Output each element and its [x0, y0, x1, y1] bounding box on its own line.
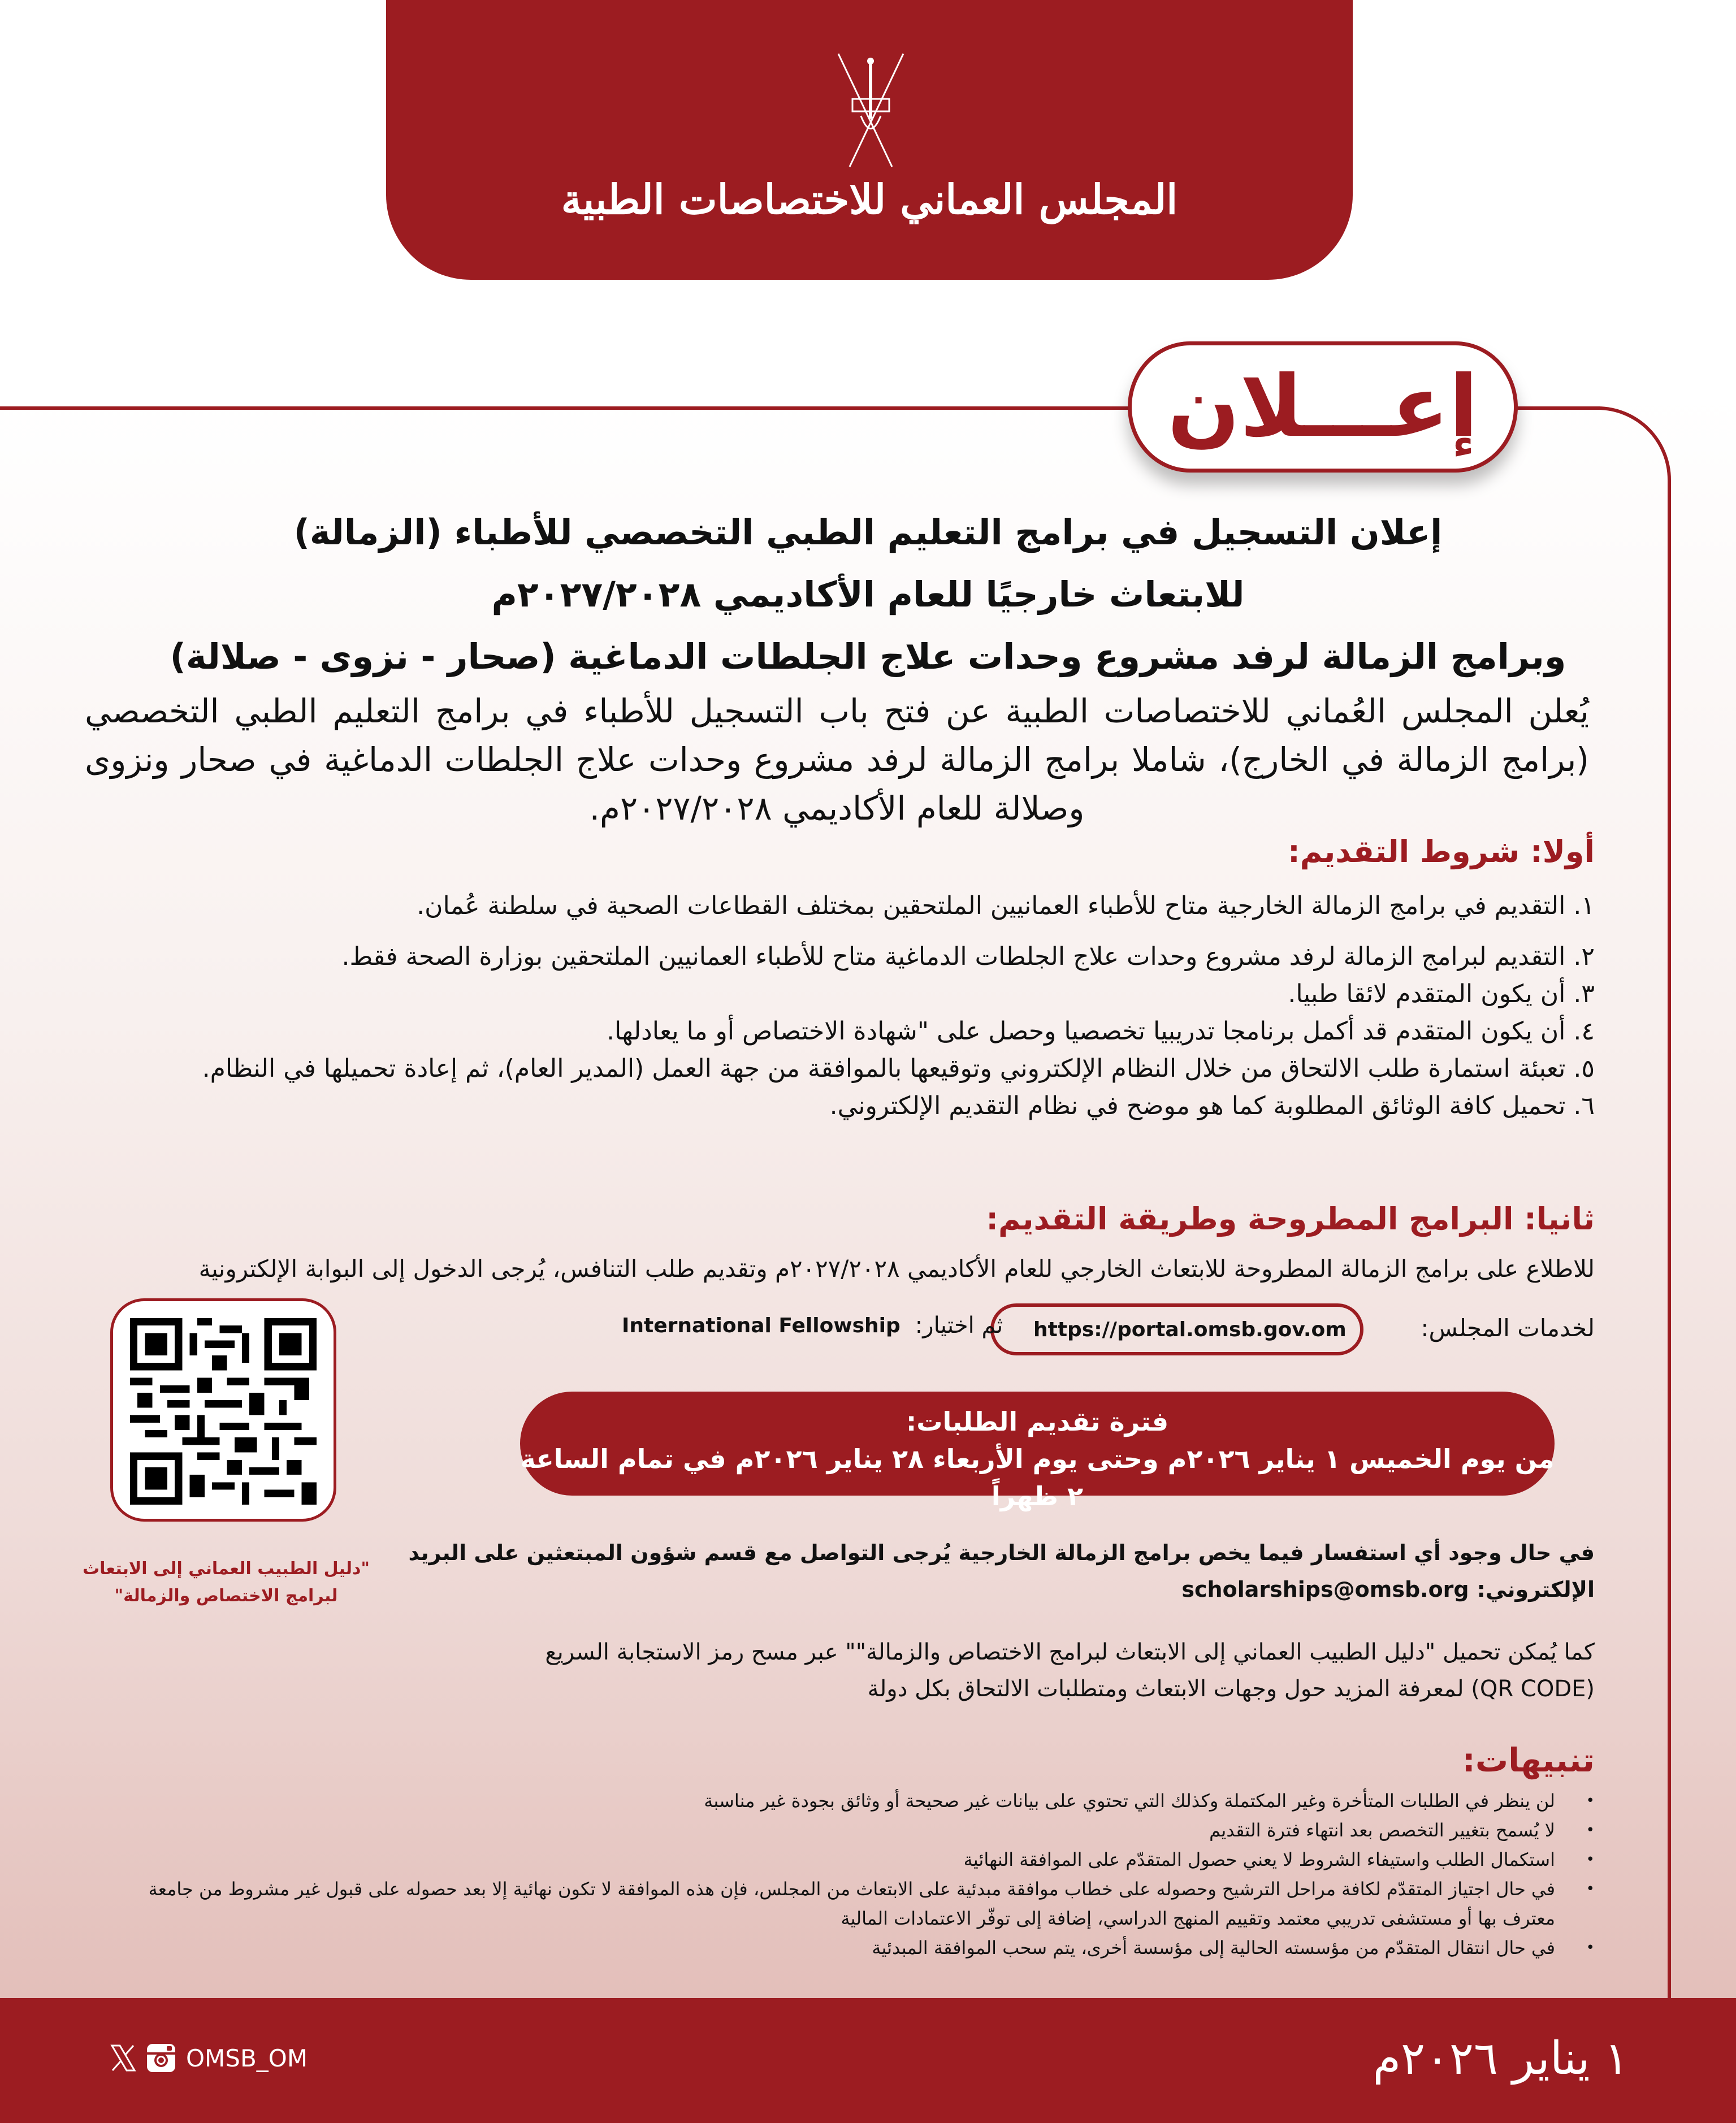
conditions-list [113, 882, 1595, 1125]
frame-right-line [1668, 480, 1671, 2001]
condition-item: ٣. أن يكون المتقدم لائقا طبيا. [1288, 980, 1595, 1008]
condition-item: ٤. أن يكون المتقدم قد أكمل برنامجا تدريبيا تخصصيا وحصل على "شهادة الاختصاص أو ما يعادلها. [607, 1017, 1595, 1046]
title-line-2: للابتعاث خارجيًا للعام الأكاديمي ٢٠٢٧/٢٠٢٨م [491, 574, 1245, 615]
programs-text: للاطلاع على برامج الزمالة المطروحة للابتعاث الخارجي للعام الأكاديمي ٢٠٢٧/٢٠٢٨م وتقديم طلب التنافس، يُرجى الدخول إلى البوابة الإلكترونية [198, 1255, 1595, 1283]
guide-line-1: كما يُمكن تحميل "دليل الطبيب العماني إلى الابتعاث لبرامج الاختصاص والزمالة"" عبر مسح رمز الاستجابة السريع [545, 1639, 1595, 1665]
section-heading-notes: تنبيهات: [1462, 1741, 1595, 1779]
portal-url[interactable]: https://portal.omsb.gov.om [1033, 1318, 1347, 1341]
qr-code[interactable] [130, 1318, 317, 1505]
footer-bar [0, 1998, 1736, 2123]
section-heading-conditions: أولا: شروط التقديم: [1288, 834, 1595, 869]
condition-item: ٦. تحميل كافة الوثائق المطلوبة كما هو موضح في نظام التقديم الإلكتروني. [829, 1091, 1595, 1120]
note-item: • في حال اجتياز المتقدّم لكافة مراحل الترشيح وحصوله على خطاب موافقة مبدئية على الابتعاث من المجلس، فإن هذه الموافقة لا تكون نهائية إلا بعد حصوله على قبول غير مشروط من جامعة معترف بها أو مستشفى تدريبي معتمد وتقييم المنهج الدراسي، إضافة إلى توفّر الاعتمادات المالية [96, 1874, 1555, 1933]
footer-date: ١ يناير ٢٠٢٦م [1373, 2032, 1629, 2085]
qr-caption [79, 1556, 373, 1610]
notes-list [96, 1786, 1555, 1962]
note-item: • لن ينظر في الطلبات المتأخرة وغير المكتملة وكذلك التي تحتوي على بيانات غير صحيحة أو وثائق بجودة غير مناسبة [96, 1786, 1555, 1816]
social-handles [110, 2043, 308, 2073]
condition-item: ٢. التقديم لبرامج الزمالة لرفد مشروع وحدات علاج الجلطات الدماغية متاح للأطباء العمانيين الملتحقين بوزارة الصحة فقط. [341, 942, 1595, 971]
header-tab [386, 0, 1353, 280]
contact-text: في حال وجود أي استفسار فيما يخص برامج الزمالة الخارجية يُرجى التواصل مع قسم شؤون المبتعثين على البريد [408, 1540, 1595, 1565]
announcement-badge: إعـــلان [1128, 341, 1518, 473]
condition-item: ٥. تعبئة استمارة طلب الالتحاق من خلال النظام الإلكتروني وتوقيعها بالموافقة من جهة العمل (المدير العام)، ثم إعادة تحميلها في النظام. [202, 1054, 1595, 1083]
then-select-row [622, 1312, 1003, 1338]
qr-caption-line-2: لبرامج الاختصاص والزمالة" [114, 1586, 338, 1606]
contact-email-row [1181, 1577, 1595, 1602]
email-label: الإلكتروني: [1477, 1577, 1595, 1602]
note-item: • لا يُسمح بتغيير التخصص بعد انتهاء فترة التقديم [96, 1816, 1555, 1845]
services-label: لخدمات المجلس: [1421, 1314, 1595, 1342]
then-select-label: ثم اختيار: [915, 1312, 1003, 1338]
then-select-value: International Fellowship [622, 1314, 901, 1337]
instagram-icon[interactable] [146, 2043, 176, 2073]
qr-code-card[interactable] [110, 1298, 336, 1522]
section-heading-programs: ثانيا: البرامج المطروحة وطريقة التقديم: [986, 1201, 1595, 1237]
org-name: المجلس العماني للاختصاصات الطبية [561, 175, 1178, 223]
title-line-3: وبرامج الزمالة لرفد مشروع وحدات علاج الجلطات الدماغية (صحار - نزوى - صلالة) [170, 636, 1566, 677]
application-period-box [520, 1392, 1555, 1511]
period-title: فترة تقديم الطلبات: [906, 1406, 1169, 1437]
email-link[interactable]: scholarships@omsb.org [1181, 1577, 1469, 1602]
condition-item: ١. التقديم في برامج الزمالة الخارجية متاح للأطباء العمانيين الملتحقين بمختلف القطاعات الصحية في سلطنة عُمان. [417, 891, 1595, 920]
note-item: • في حال انتقال المتقدّم من مؤسسته الحالية إلى مؤسسة أخرى، يتم سحب الموافقة المبدئية [96, 1933, 1555, 1962]
portal-url-field[interactable] [990, 1303, 1363, 1355]
guide-line-2: (QR CODE) لمعرفة المزيد حول وجهات الابتعاث ومتطلبات الالتحاق بكل دولة [867, 1676, 1595, 1702]
note-item: • استكمال الطلب واستيفاء الشروط لا يعني حصول المتقدّم على الموافقة النهائية [96, 1845, 1555, 1874]
title-line-1: إعلان التسجيل في برامج التعليم الطبي التخصصي للأطباء (الزمالة) [293, 512, 1443, 553]
khanjar-emblem-icon [830, 51, 912, 175]
intro-paragraph: يُعلن المجلس العُماني للاختصاصات الطبية عن فتح باب التسجيل للأطباء في برامج التعليم الطبي التخصصي (برامج الزمالة في الخارج)، شاملا برامج الزمالة لرفد مشروع وحدات علاج الجلطات الدماغية في صحار ونزوى وصلالة للعام الأكاديمي ٢٠٢٧/٢٠٢٨م. [85, 692, 1589, 827]
qr-caption-line-1: "دليل الطبيب العماني إلى الابتعاث [83, 1559, 370, 1579]
period-range: من يوم الخميس ١ يناير ٢٠٢٦م وحتى يوم الأربعاء ٢٨ يناير ٢٠٢٦م في تمام الساعة ٢ ظهراً [520, 1444, 1555, 1511]
social-handle[interactable]: OMSB_OM [186, 2044, 308, 2072]
x-twitter-icon[interactable] [110, 2044, 136, 2072]
